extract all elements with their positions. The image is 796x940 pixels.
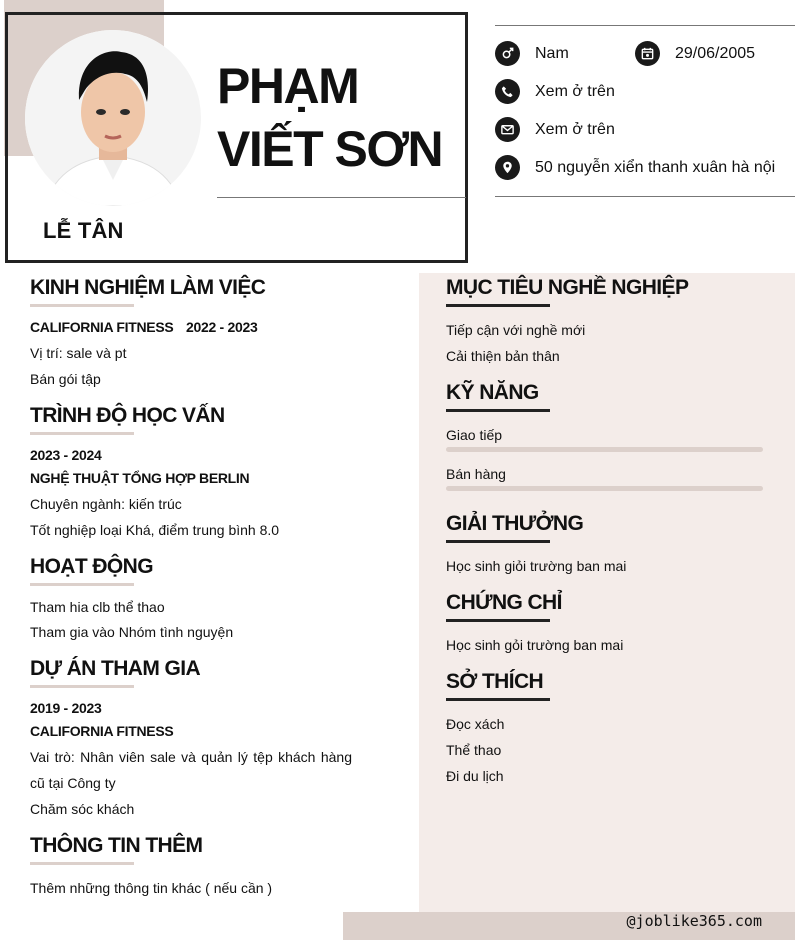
education-line: Chuyên ngành: kiến trúc	[30, 496, 182, 512]
section-underline	[446, 619, 550, 622]
email-icon	[495, 117, 520, 142]
extra-line: Thêm những thông tin khác ( nếu cần )	[30, 880, 273, 896]
name-divider	[217, 197, 466, 198]
section-title-extra: THÔNG TIN THÊM	[30, 834, 203, 857]
contact-divider-bottom	[495, 196, 795, 197]
education-school: NGHỆ THUẬT TỔNG HỢP BERLIN	[30, 470, 250, 486]
certificate-item: Học sinh gỏi trường ban mai	[446, 637, 624, 653]
objective-item: Tiếp cận với nghề mới	[446, 322, 586, 338]
contact-birthdate	[635, 41, 755, 66]
activity-item: Tham hia clb thể thao	[30, 599, 165, 615]
full-name-line-1: PHẠM	[217, 58, 359, 114]
skill-bar-fill	[446, 447, 763, 452]
section-title-objective: MỤC TIÊU NGHỀ NGHIỆP	[446, 276, 689, 299]
gender-icon	[495, 41, 520, 66]
section-underline	[30, 685, 134, 688]
skill-name: Bán hàng	[446, 466, 506, 482]
hobby-item: Đi du lịch	[446, 768, 504, 784]
skill-bar-fill	[446, 486, 763, 491]
avatar	[25, 30, 201, 206]
avatar-portrait	[25, 30, 201, 206]
phone-value: Xem ở trên	[535, 82, 615, 100]
contact-phone	[495, 79, 615, 104]
section-underline	[446, 304, 550, 307]
experience-company: CALIFORNIA FITNESS	[30, 319, 174, 335]
project-line: Chăm sóc khách	[30, 801, 135, 817]
experience-period: 2022 - 2023	[186, 319, 258, 335]
section-underline	[30, 583, 134, 586]
location-pin-icon	[495, 155, 520, 180]
skill-name: Giao tiếp	[446, 427, 503, 443]
experience-line: Bán gói tập	[30, 371, 101, 387]
project-role-description: Vai trò: Nhân viên sale và quản lý tệp khách hàng cũ tại Công ty	[30, 749, 352, 791]
section-title-awards: GIẢI THƯỞNG	[446, 512, 584, 535]
objective-item: Cải thiện bản thân	[446, 348, 560, 364]
birthdate-value: 29/06/2005	[675, 44, 756, 62]
award-item: Học sinh giỏi trường ban mai	[446, 558, 627, 574]
section-underline	[30, 304, 134, 307]
email-value: Xem ở trên	[535, 120, 615, 138]
hobby-item: Thể thao	[446, 742, 502, 758]
skill-bar	[446, 486, 763, 491]
section-underline	[446, 540, 550, 543]
section-underline	[446, 409, 550, 412]
section-title-experience: KINH NGHIỆM LÀM VIỆC	[30, 276, 266, 299]
experience-line: Vị trí: sale và pt	[30, 345, 127, 361]
section-title-activities: HOẠT ĐỘNG	[30, 555, 153, 578]
section-title-skills: KỸ NĂNG	[446, 381, 539, 404]
contact-address	[495, 155, 775, 180]
skill-bar	[446, 447, 763, 452]
project-company: CALIFORNIA FITNESS	[30, 723, 174, 739]
contact-gender	[495, 41, 569, 66]
section-title-hobbies: SỞ THÍCH	[446, 670, 544, 693]
education-period: 2023 - 2024	[30, 447, 102, 463]
contact-email	[495, 117, 615, 142]
activity-item: Tham gia vào Nhóm tình nguyện	[30, 624, 234, 640]
education-line: Tốt nghiệp loại Khá, điểm trung bình 8.0	[30, 522, 280, 538]
job-title: LỄ TÂN	[43, 218, 124, 243]
full-name-line-2: VIẾT SƠN	[217, 121, 443, 177]
gender-value: Nam	[535, 44, 569, 62]
phone-icon	[495, 79, 520, 104]
project-period: 2019 - 2023	[30, 700, 102, 716]
section-underline	[30, 862, 134, 865]
section-title-projects: DỰ ÁN THAM GIA	[30, 657, 201, 680]
section-title-certificates: CHỨNG CHỈ	[446, 591, 562, 614]
contact-divider-top	[495, 25, 795, 26]
section-title-education: TRÌNH ĐỘ HỌC VẤN	[30, 404, 225, 427]
section-underline	[446, 698, 550, 701]
address-value: 50 nguyễn xiển thanh xuân hà nội	[535, 158, 776, 176]
watermark: @joblike365.com	[626, 912, 762, 930]
hobby-item: Đọc xách	[446, 716, 505, 732]
section-underline	[30, 432, 134, 435]
calendar-icon	[635, 41, 660, 66]
